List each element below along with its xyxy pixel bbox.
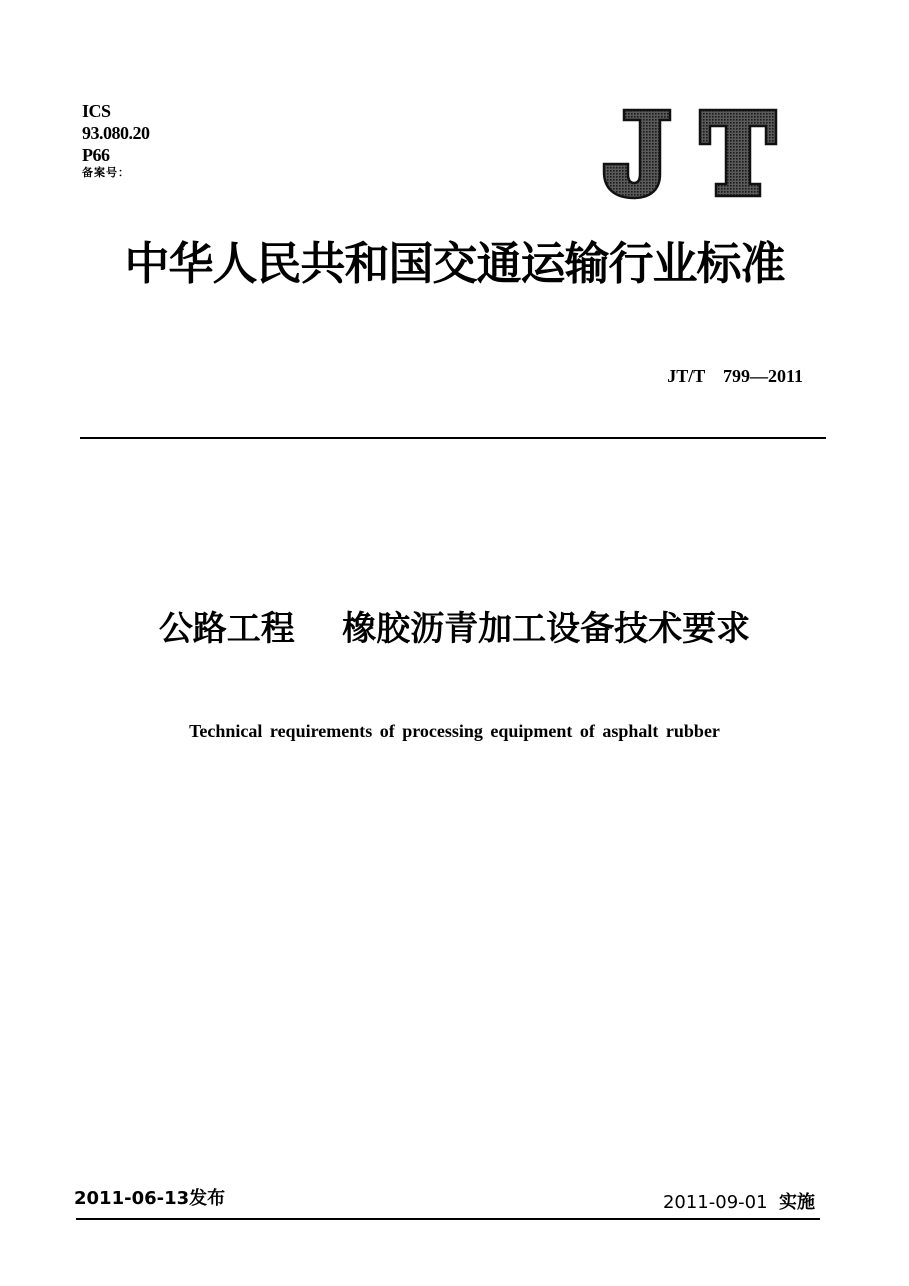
record-number-label: 备案号： [82,166,130,179]
ics-label: ICS [82,101,111,121]
title-chinese: 公路工程 橡胶沥青加工设备技术要求 [158,609,751,649]
classification-block [82,100,150,180]
implementation-date-value: 2011-09-01 [662,1192,768,1213]
issue-date: 2011-06-13发布 [74,1188,226,1209]
implementation-label: 实施 [779,1192,815,1213]
bottom-divider [76,1218,820,1220]
jt-logo [598,104,780,200]
top-divider [80,437,826,439]
standard-number: JT/T 799—2011 [667,366,803,386]
main-title: 中华人民共和国交通运输行业标准 [124,237,785,290]
implementation-date [663,1190,815,1216]
title-english: Technical requirements of processing equipment of asphalt rubber [189,721,720,741]
ics-code: 93.080.20 [82,123,150,143]
category-code: P66 [82,145,110,165]
